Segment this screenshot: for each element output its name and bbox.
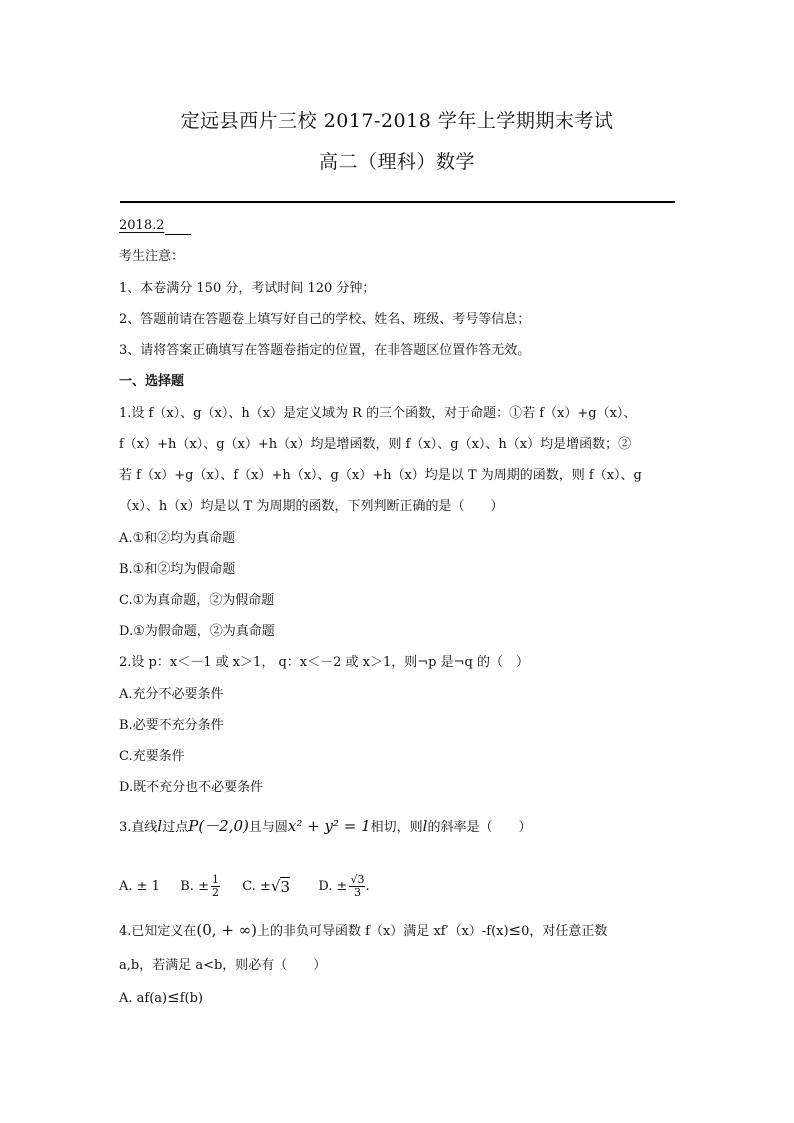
notice-item: 1、本卷满分 150 分，考试时间 120 分钟； xyxy=(119,281,376,296)
date-text: 2018.2 xyxy=(119,218,165,233)
q1-option-b: B.①和②均为假命题 xyxy=(119,562,236,577)
exam-date xyxy=(119,217,191,235)
q4-stem-part: 上的非负可导函数 f（x）满足 xf′（x）-f(x) xyxy=(257,924,509,939)
notice-item: 3、请将答案正确填写在答题卷指定的位置，在非答题区位置作答无效。 xyxy=(119,343,531,358)
q1-option-a: A.①和②均为真命题 xyxy=(119,531,236,546)
date-underline xyxy=(165,221,191,235)
q4-stem-part: 0，对任意正数 xyxy=(521,924,608,939)
radicand: 3 xyxy=(280,878,291,896)
fraction-denominator: 3 xyxy=(353,886,361,899)
q3-stem-part: 3.直线 xyxy=(119,820,158,835)
q3-stem-part: 相切，则 xyxy=(370,820,423,835)
q2-option-a: A.充分不必要条件 xyxy=(119,687,224,702)
q4-option-a xyxy=(119,988,203,1008)
q2-option-b: B.必要不充分条件 xyxy=(119,718,224,733)
q1-stem-line: f（x）+h（x）、g（x）+h（x）均是增函数，则 f（x）、g（x）、h（x）均是增函数；② xyxy=(119,437,632,452)
q1-stem-line: （x）、h（x）均是以 T 为周期的函数，下列判断正确的是（ ） xyxy=(119,499,504,514)
q3-option-a: A. ± 1 xyxy=(119,879,160,894)
q4-stem xyxy=(119,921,607,941)
fraction-denominator: 2 xyxy=(211,886,219,899)
q3-option-d-sign: ± xyxy=(336,879,348,894)
exam-subtitle: 高二（理科）数学 xyxy=(318,151,475,173)
q3-option-b-label: B. xyxy=(180,879,194,894)
q3-option-b-fraction xyxy=(211,874,220,899)
q4-interval: (0, + ∞) xyxy=(196,921,258,939)
q3-stem-part: 过点 xyxy=(162,820,189,835)
q4-leq: ≤ xyxy=(508,921,522,939)
radicand: 3 xyxy=(357,873,365,886)
q3-options xyxy=(119,874,370,899)
notice-item: 2、答题前请在答题卷上填写好自己的学校、姓名、班级、考号等信息； xyxy=(119,312,531,327)
q3-option-d-end: . xyxy=(365,879,370,894)
q2-stem: 2.设 p：x＜－1 或 x＞1， q：x＜－2 或 x＞1，则¬p 是¬q 的（ ） xyxy=(119,655,529,670)
q1-stem-line: 1.设 f（x）、g（x）、h（x）是定义域为 R 的三个函数，对于命题：①若 f（x）+g（x）、 xyxy=(119,406,637,421)
q2-option-d: D.既不充分也不必要条件 xyxy=(119,780,264,795)
q3-var-l: l xyxy=(422,817,428,835)
q4-option-a-part: f(b) xyxy=(179,991,203,1006)
q1-option-d: D.①为假命题，②为真命题 xyxy=(119,624,275,639)
q3-stem xyxy=(119,817,531,837)
q3-circle-equation: x² + y² = 1 xyxy=(287,817,371,835)
q3-option-d-fraction xyxy=(349,874,365,899)
section-title: 一、选择题 xyxy=(119,374,185,389)
notice-heading: 考生注意： xyxy=(119,249,185,264)
fraction-numerator: √3 xyxy=(350,873,365,886)
q3-option-d-label: D. xyxy=(318,879,333,894)
q3-stem-part: 的斜率是（ ） xyxy=(427,820,532,835)
header-divider xyxy=(120,201,675,203)
q1-option-c: C.①为真命题，②为假命题 xyxy=(119,593,275,608)
q3-option-c-root: √3 xyxy=(270,877,291,896)
q4-stem-part: 4.已知定义在 xyxy=(119,924,197,939)
q3-var-l: l xyxy=(157,817,163,835)
q3-point: P(－2,0) xyxy=(188,817,249,835)
q2-option-c: C.充要条件 xyxy=(119,749,185,764)
q4-option-a-leq: ≤ xyxy=(167,988,180,1006)
q3-option-c-sign: ± xyxy=(260,879,271,894)
exam-title: 定远县西片三校 2017-2018 学年上学期期末考试 xyxy=(180,110,614,132)
q3-stem-part: 且与圆 xyxy=(248,820,288,835)
q3-option-c-label: C. xyxy=(242,879,256,894)
q4-stem-line2: a,b，若满足 a<b，则必有（ ） xyxy=(119,958,327,973)
q1-stem-line: 若 f（x）+g（x）、f（x）+h（x）、g（x）+h（x）均是以 T 为周期的函数，则 f（x）、g xyxy=(119,468,642,483)
q3-option-b-sign: ± xyxy=(198,879,209,894)
fraction-numerator: 1 xyxy=(211,873,219,886)
q4-option-a-part: A. af(a) xyxy=(119,991,168,1006)
